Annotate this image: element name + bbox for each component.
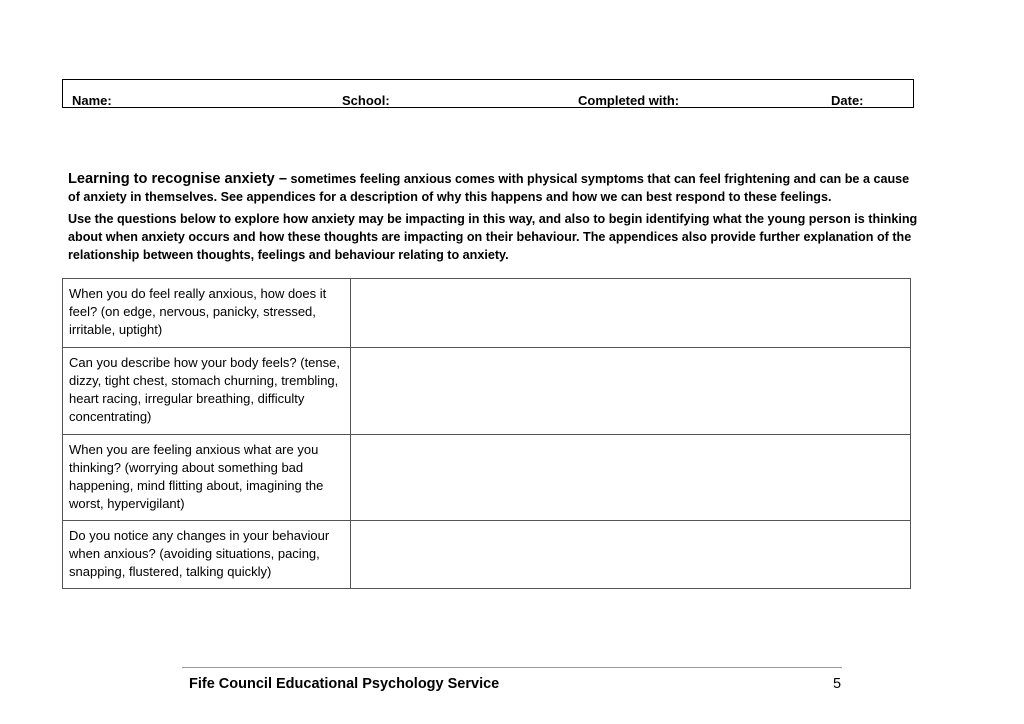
completed-with-label: Completed with: (578, 93, 680, 108)
question-cell: Do you notice any changes in your behaviour when anxious? (avoiding situations, pacing, snapping, flustered, talking quickly) (63, 521, 351, 589)
intro-paragraph-1 (68, 170, 924, 206)
page-number: 5 (833, 676, 842, 692)
intro-heading: Learning to recognise anxiety – (68, 171, 287, 187)
intro-section (68, 170, 924, 264)
footer-organisation: Fife Council Educational Psychology Service (189, 676, 500, 692)
details-header (62, 79, 914, 108)
footer-divider (182, 667, 842, 668)
table-row (63, 348, 911, 435)
answer-cell[interactable] (350, 279, 910, 348)
table-row (63, 521, 911, 589)
questions-table (62, 278, 911, 589)
question-cell: Can you describe how your body feels? (tense, dizzy, tight chest, stomach churning, trembling, heart racing, irregular breathing, difficulty concentrating) (63, 348, 351, 435)
school-label: School: (342, 93, 390, 108)
answer-cell[interactable] (350, 348, 910, 435)
intro-paragraph-2: Use the questions below to explore how anxiety may be impacting in this way, and also to begin identifying what the young person is thinking about when anxiety occurs and how these thoughts are impacting on their behaviour. The appendices also provide further explanation of the relationship between thoughts, feelings and behaviour relating to anxiety. (68, 212, 918, 262)
question-cell: When you are feeling anxious what are you thinking? (worrying about something bad happening, mind flitting about, imagining the worst, hypervigilant) (63, 435, 351, 521)
table-row (63, 435, 911, 521)
question-cell: When you do feel really anxious, how does it feel? (on edge, nervous, panicky, stressed, irritable, uptight) (63, 279, 351, 348)
intro-text-1: sometimes feeling anxious comes with physical symptoms that can feel frightening and can be a cause of anxiety in themselves. See appendices for a description of why this happens and how we can best respond to these feelings. (68, 172, 910, 204)
name-label: Name: (72, 93, 112, 108)
date-label: Date: (831, 93, 864, 108)
answer-cell[interactable] (350, 521, 910, 589)
table-row (63, 279, 911, 348)
answer-cell[interactable] (350, 435, 910, 521)
